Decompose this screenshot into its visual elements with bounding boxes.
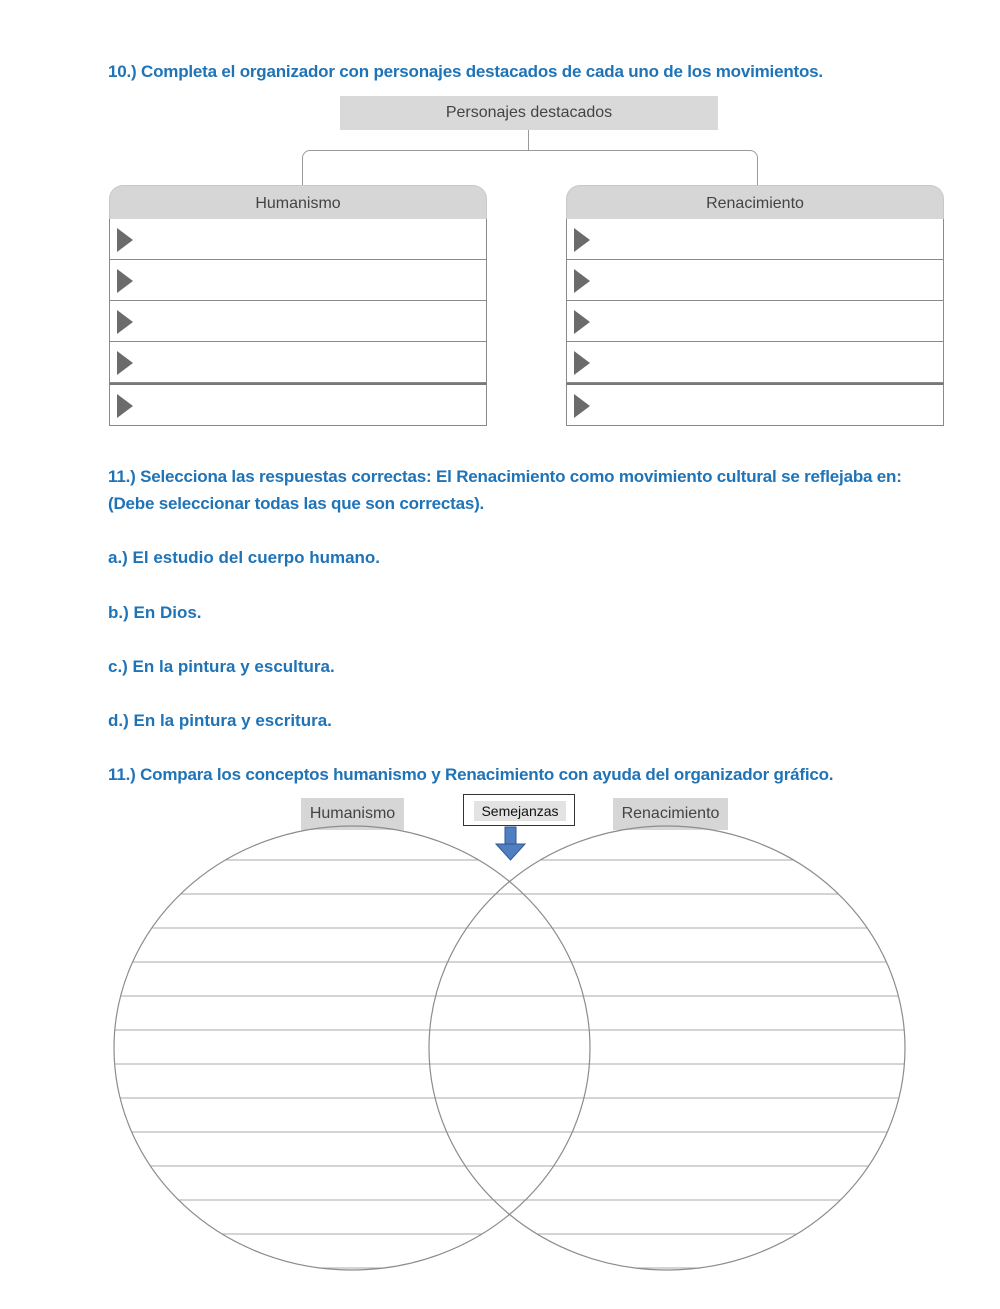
triangle-bullet-icon [117,394,133,418]
question-10-text: 10.) Completa el organizador con personajes destacados de cada uno de los movimientos. [108,62,823,81]
renacimiento-input-2[interactable] [601,266,937,294]
renacimiento-row-4[interactable] [566,342,944,383]
triangle-bullet-icon [117,269,133,293]
humanismo-row-1[interactable] [109,219,487,260]
question-11-line-2: (Debe seleccionar todas las que son correctas). [108,494,485,513]
humanismo-column [109,185,487,426]
option-a[interactable]: a.) El estudio del cuerpo humano. [108,548,381,567]
venn-label-humanismo: Humanismo [301,798,404,830]
renacimiento-input-5[interactable] [601,391,937,419]
humanismo-row-5[interactable] [109,383,487,426]
down-arrow-icon [496,827,525,860]
humanismo-input-3[interactable] [144,307,480,335]
triangle-bullet-icon [117,228,133,252]
option-b[interactable]: b.) En Dios. [108,603,202,622]
renacimiento-input-3[interactable] [601,307,937,335]
renacimiento-heading: Renacimiento [566,185,944,219]
renacimiento-row-1[interactable] [566,219,944,260]
organizer-title: Personajes destacados [340,96,718,130]
connector-horizontal [302,150,758,185]
humanismo-row-2[interactable] [109,260,487,301]
triangle-bullet-icon [574,310,590,334]
connector-vertical-top [528,130,529,150]
renacimiento-row-3[interactable] [566,301,944,342]
option-d[interactable]: d.) En la pintura y escritura. [108,711,332,730]
question-11-line-1: 11.) Selecciona las respuestas correctas: El Renacimiento como movimiento cultural se reflejaba en: [108,467,902,486]
renacimiento-input-1[interactable] [601,225,937,253]
venn-circle-left [114,826,590,1270]
semejanzas-box [463,794,575,826]
option-c[interactable]: c.) En la pintura y escultura. [108,657,335,676]
humanismo-input-2[interactable] [144,266,480,294]
renacimiento-row-2[interactable] [566,260,944,301]
renacimiento-input-4[interactable] [601,348,937,376]
humanismo-input-1[interactable] [144,225,480,253]
question-11-compare-text: 11.) Compara los conceptos humanismo y Renacimiento con ayuda del organizador gráfico. [108,765,834,784]
triangle-bullet-icon [574,228,590,252]
triangle-bullet-icon [574,394,590,418]
renacimiento-row-5[interactable] [566,383,944,426]
triangle-bullet-icon [117,310,133,334]
humanismo-input-5[interactable] [144,391,480,419]
humanismo-input-4[interactable] [144,348,480,376]
venn-circle-right [429,826,905,1270]
humanismo-row-3[interactable] [109,301,487,342]
triangle-bullet-icon [574,351,590,375]
triangle-bullet-icon [117,351,133,375]
venn-label-renacimiento: Renacimiento [613,798,728,830]
humanismo-heading: Humanismo [109,185,487,219]
semejanzas-label: Semejanzas [474,801,566,821]
triangle-bullet-icon [574,269,590,293]
renacimiento-column [566,185,944,426]
humanismo-row-4[interactable] [109,342,487,383]
